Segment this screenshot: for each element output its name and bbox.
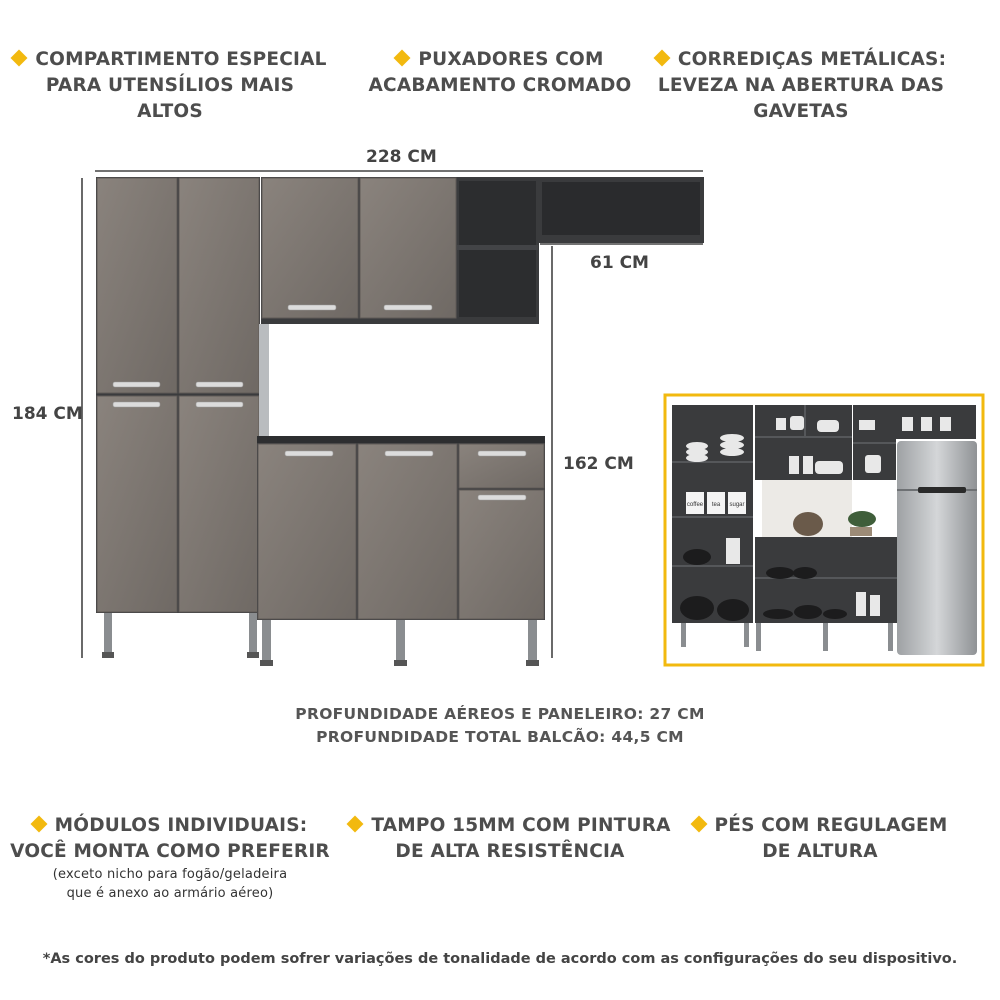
dimension-height-total-label: 184 CM: [12, 404, 83, 424]
jar-label: sugar: [729, 502, 745, 508]
feature-slides-subtitle: LEVEZA NA ABERTURA DAS GAVETAS: [657, 75, 945, 122]
feature-modules-subtitle: VOCÊ MONTA COMO PREFERIR: [10, 841, 330, 862]
feature-modules: [10, 813, 330, 903]
dimension-width-label: 228 CM: [366, 147, 437, 167]
feature-handles-subtitle: ACABAMENTO CROMADO: [368, 75, 632, 96]
cutting-board-icon: [793, 512, 823, 536]
plant-icon: [848, 511, 876, 527]
handle-icon: [285, 451, 333, 456]
storage-jars: [686, 492, 746, 514]
handle-icon: [385, 451, 433, 456]
feature-countertop-title: TAMPO 15MM COM PINTURA: [340, 813, 680, 839]
countertop: [257, 436, 545, 443]
upper-wall-cabinet: [261, 177, 539, 324]
niche-shelf: [539, 177, 704, 243]
refrigerator-icon: [897, 441, 977, 655]
feature-countertop: [340, 813, 680, 865]
handle-icon: [196, 382, 243, 387]
feature-modules-note-1: (exceto nicho para fogão/geladeira: [52, 867, 288, 882]
depth-upper-label: PROFUNDIDADE AÉREOS E PANELEIRO: 27 CM: [295, 705, 705, 723]
feature-tall-utensils-subtitle: PARA UTENSÍLIOS MAIS ALTOS: [45, 75, 295, 122]
jar-label: tea: [711, 502, 721, 508]
feature-countertop-subtitle: DE ALTA RESISTÊNCIA: [395, 841, 625, 862]
side-panel: [259, 324, 269, 437]
handle-icon: [478, 495, 526, 500]
feature-adjustable-feet-subtitle: DE ALTURA: [762, 841, 878, 862]
color-disclaimer: *As cores do produto podem sofrer variações de tonalidade de acordo com as configurações do seu dispositivo.: [42, 951, 958, 967]
tall-pantry-cabinet: [96, 177, 260, 658]
base-cabinet: [257, 436, 545, 666]
dimension-height-counter-label: 162 CM: [563, 454, 634, 474]
feature-handles-title: PUXADORES COM: [340, 47, 660, 73]
feature-slides-title: CORREDIÇAS METÁLICAS:: [620, 47, 982, 73]
feature-tall-utensils-title: COMPARTIMENTO ESPECIAL: [10, 47, 330, 73]
feature-adjustable-feet: [680, 813, 960, 865]
handle-icon: [196, 402, 243, 407]
handle-icon: [288, 305, 336, 310]
feature-adjustable-feet-title: PÉS COM REGULAGEM: [680, 813, 960, 839]
feature-modules-note-2: que é anexo ao armário aéreo): [66, 886, 274, 901]
depth-counter-label: PROFUNDIDADE TOTAL BALCÃO: 44,5 CM: [316, 728, 684, 746]
handle-icon: [113, 402, 160, 407]
feature-modules-title: MÓDULOS INDIVIDUAIS:: [10, 813, 330, 839]
handle-icon: [478, 451, 526, 456]
dimension-niche-label: 61 CM: [590, 253, 649, 273]
product-photo-inset: [665, 395, 983, 665]
handle-icon: [113, 382, 160, 387]
jar-label: coffee: [686, 502, 704, 508]
handle-icon: [384, 305, 432, 310]
